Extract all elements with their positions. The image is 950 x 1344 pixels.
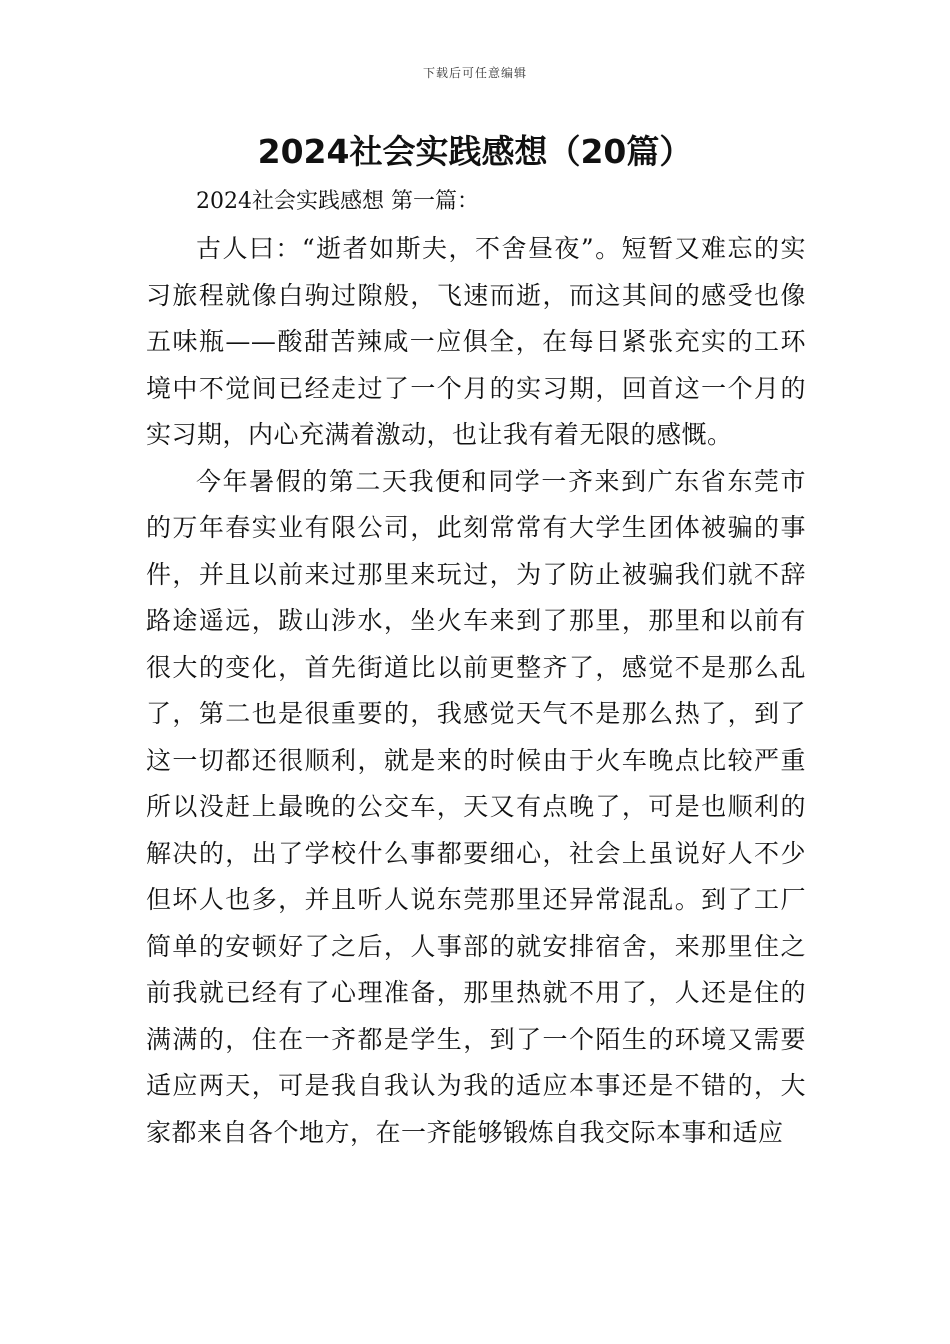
header-note: 下载后可任意编辑 bbox=[422, 66, 527, 80]
paragraph: 古人曰：“逝者如斯夫，不舍昼夜”。短暂又难忘的实习旅程就像白驹过隙般，飞速而逝，而这其间的感受也像五味瓶——酸甜苦辣咸一应俱全，在每日紧张充实的工环境中不觉间已经走过了一个月的实习期，回首这一个月的实习期，内心充满着激动，也让我有着无限的感慨。 bbox=[146, 234, 806, 449]
body-text bbox=[146, 226, 806, 1156]
paragraph: 今年暑假的第二天我便和同学一齐来到广东省东莞市的万年春实业有限公司，此刻常常有大学生团体被骗的事件，并且以前来过那里来玩过，为了防止被骗我们就不辞路途遥远，跋山涉水，坐火车来到了那里，那里和以前有很大的变化，首先街道比以前更整齐了，感觉不是那么乱了，第二也是很重要的，我感觉天气不是那么热了，到了这一切都还很顺利，就是来的时候由于火车晚点比较严重所以没赶上最晚的公交车，天又有点晚了，可是也顺利的解决的，出了学校什么事都要细心，社会上虽说好人不少但坏人也多，并且听人说东莞那里还异常混乱。到了工厂简单的安顿好了之后，人事部的就安排宿舍，来那里住之前我就已经有了心理准备，那里热就不用了，人还是住的满满的，住在一齐都是学生，到了一个陌生的环境又需要适应两天，可是我自我认为我的适应本事还是不错的，大家都来自各个地方，在一齐能够锻炼自我交际本事和适应 bbox=[146, 466, 806, 1147]
document-title: 2024社会实践感想（20篇） bbox=[257, 132, 693, 171]
section-heading: 2024社会实践感想 第一篇： bbox=[196, 189, 479, 214]
